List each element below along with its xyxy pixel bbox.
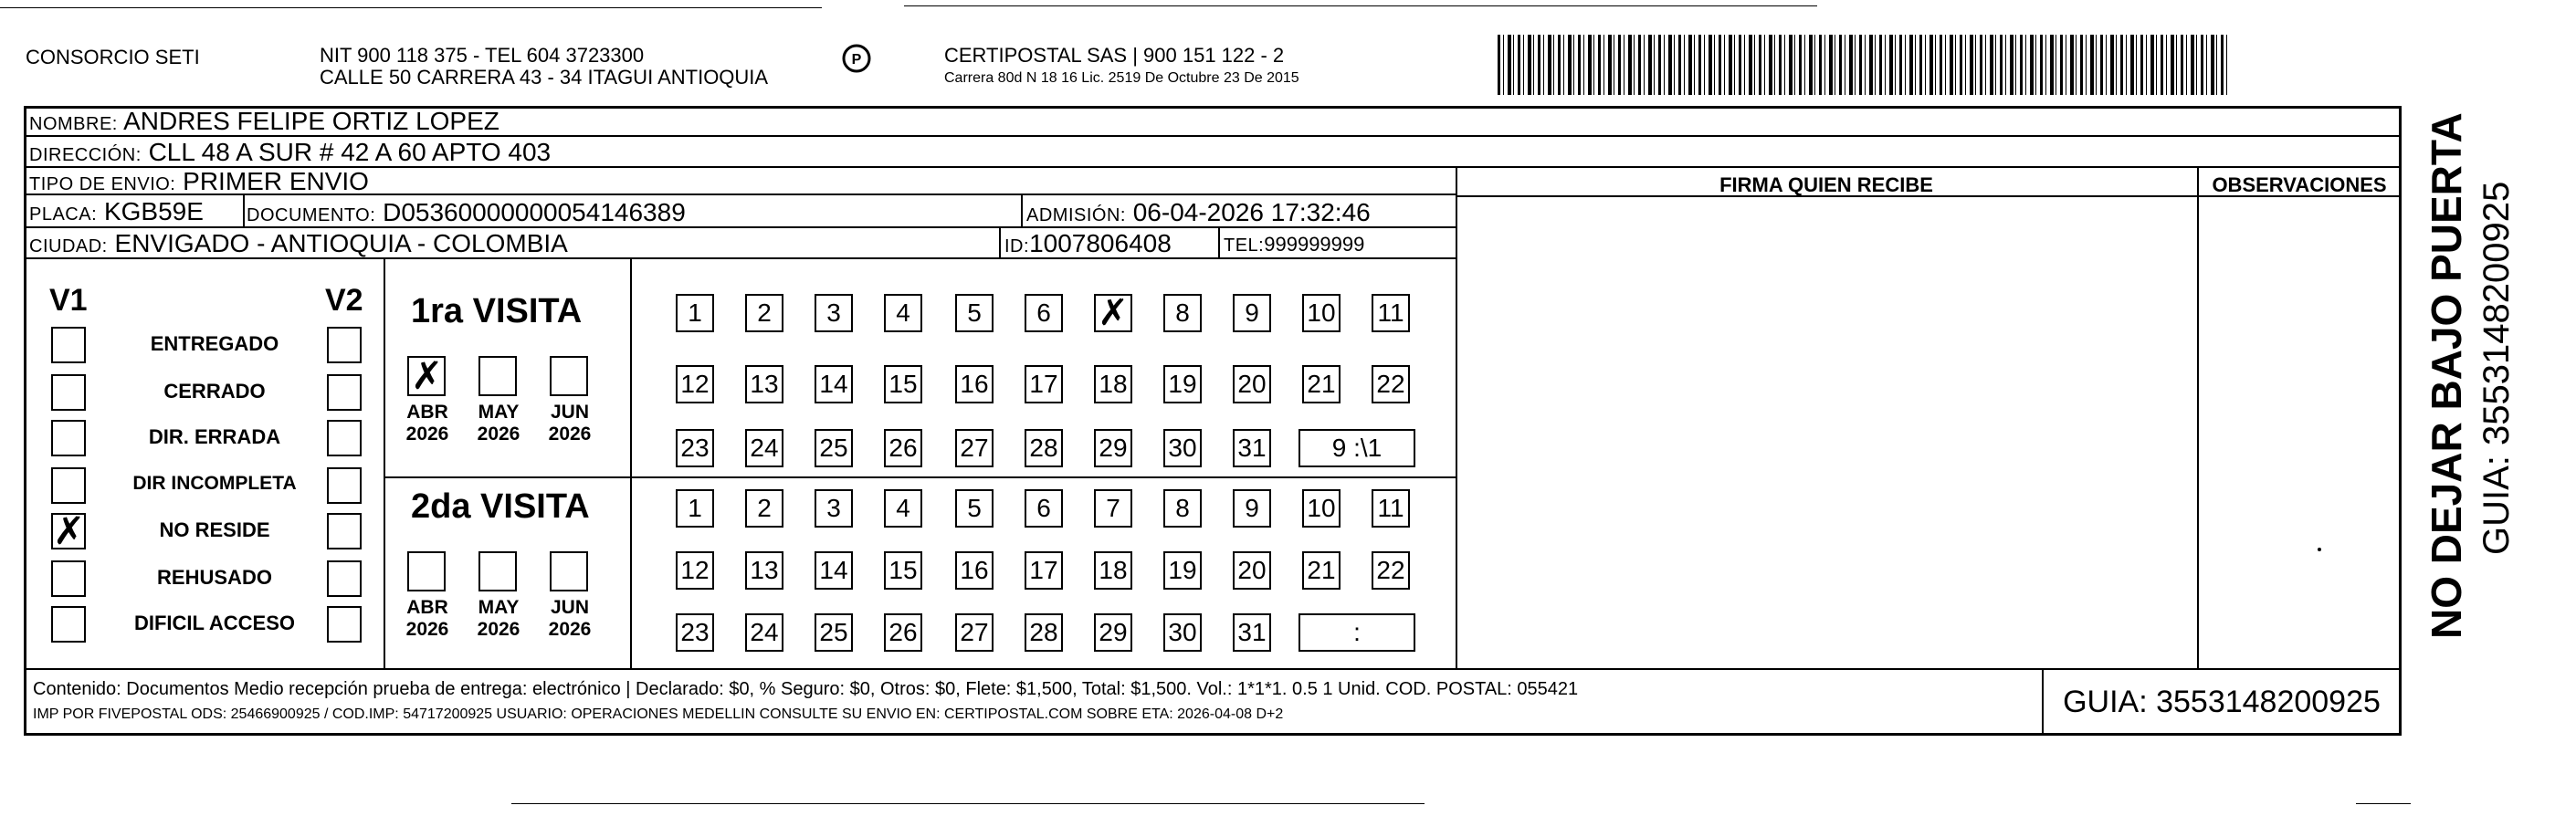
month-label: MAY [478,402,520,423]
month-label: ABR [406,597,448,618]
certipostal-address: Carrera 80d N 18 16 Lic. 2519 De Octubre 23 De 2015 [944,70,1299,86]
second-visit-day-7[interactable]: 7 [1094,489,1132,528]
first-visit-day-16[interactable]: 16 [955,365,994,403]
month-caption [542,402,597,445]
scan-line [0,7,822,8]
scan-line [511,803,1425,804]
first-visit-day-2[interactable]: 2 [745,294,783,332]
v2-checkbox-6[interactable] [327,606,362,643]
second-visit-day-14[interactable]: 14 [815,551,853,590]
second-visit-day-15[interactable]: 15 [884,551,922,590]
first-visit-day-29[interactable]: 29 [1094,429,1132,467]
v1-checkbox-2[interactable] [51,420,86,456]
second-visit-day-20[interactable]: 20 [1233,551,1271,590]
second-visit-day-21[interactable]: 21 [1302,551,1341,590]
year-label: 2026 [477,619,520,640]
admision-label: ADMISIÓN: [1026,205,1126,225]
id-label: ID: [1004,236,1030,256]
first-visit-day-25[interactable]: 25 [815,429,853,467]
tipo-value: PRIMER ENVIO [183,167,369,195]
company-name: CONSORCIO SETI [26,46,200,68]
month-label: JUN [550,402,589,423]
second-visit-month-abr[interactable] [407,551,446,591]
second-visit-day-17[interactable]: 17 [1025,551,1063,590]
month-label: MAY [478,597,520,618]
company-address: CALLE 50 CARRERA 43 - 34 ITAGUI ANTIOQUIA [320,66,769,89]
second-visit-day-23[interactable]: 23 [676,613,714,652]
first-visit-day-7[interactable]: ✗ [1094,294,1132,332]
v1-checkbox-1[interactable] [51,374,86,411]
second-visit-day-25[interactable]: 25 [815,613,853,652]
second-visit-day-30[interactable]: 30 [1163,613,1202,652]
status-option-label: DIFICIL ACCESO [133,612,295,634]
second-visit-day-1[interactable]: 1 [676,489,714,528]
second-visit-month-jun[interactable] [550,551,588,591]
second-visit-time[interactable]: : [1299,613,1415,652]
second-visit-month-may[interactable] [478,551,517,591]
first-visit-day-26[interactable]: 26 [884,429,922,467]
divider [1021,195,1023,228]
year-label: 2026 [548,424,592,445]
side-guia: GUIA: 3553148200925 [2476,181,2517,555]
month-caption [542,597,597,641]
scan-line [2356,803,2411,804]
scan-line [904,5,1817,6]
status-option-label: DIR INCOMPLETA [132,473,297,494]
svg-text:P: P [851,52,862,68]
second-visit-day-9[interactable]: 9 [1233,489,1271,528]
status-option-label: ENTREGADO [150,332,279,355]
second-visit-day-6[interactable]: 6 [1025,489,1063,528]
footer-guia: GUIA: 3553148200925 [2063,685,2381,719]
footer-line2: IMP POR FIVEPOSTAL ODS: 25466900925 / COD.IMP: 54717200925 USUARIO: OPERACIONES MEDELLIN CONSULTE SU ENVIO EN: CERTIPOSTAL.COM SOBRE ETA: 2026-04-08 D+2 [33,706,1284,722]
first-visit-day-13[interactable]: 13 [745,365,783,403]
first-visit-day-19[interactable]: 19 [1163,365,1202,403]
first-visit-day-21[interactable]: 21 [1302,365,1341,403]
first-visit-day-10[interactable]: 10 [1302,294,1341,332]
divider [2197,168,2199,668]
row-tipo [24,168,1456,195]
v2-checkbox-2[interactable] [327,420,362,456]
first-visit-day-3[interactable]: 3 [815,294,853,332]
row-direccion [24,137,2402,168]
firma-label: FIRMA QUIEN RECIBE [1719,173,1933,196]
v1-checkbox-0[interactable] [51,327,86,363]
second-visit-day-2[interactable]: 2 [745,489,783,528]
first-visit-day-17[interactable]: 17 [1025,365,1063,403]
second-visit-day-27[interactable]: 27 [955,613,994,652]
v1-checkbox-5[interactable] [51,560,86,597]
v2-label: V2 [325,283,363,318]
v1-checkbox-6[interactable] [51,606,86,643]
nombre-value: ANDRES FELIPE ORTIZ LOPEZ [123,107,499,135]
v1-label: V1 [49,283,88,318]
second-visit-day-3[interactable]: 3 [815,489,853,528]
month-caption [400,597,455,641]
first-visit-day-12[interactable]: 12 [676,365,714,403]
first-visit-day-1[interactable]: 1 [676,294,714,332]
second-visit-day-13[interactable]: 13 [745,551,783,590]
v1-checkbox-4[interactable] [51,508,86,553]
status-option-label: DIR. ERRADA [148,425,281,448]
tipo-label: TIPO DE ENVIO: [29,174,176,194]
documento-group [247,199,686,229]
check-mark-icon: ✗ [53,508,86,553]
second-visit-day-19[interactable]: 19 [1163,551,1202,590]
divider [24,668,2402,670]
mark-dot [2318,548,2321,551]
first-visit-day-31[interactable]: 31 [1233,429,1271,467]
first-visit-month-abr[interactable] [407,353,446,398]
divider [999,228,1001,259]
first-visit-day-23[interactable]: 23 [676,429,714,467]
v2-checkbox-1[interactable] [327,374,362,411]
month-caption [471,597,526,641]
second-visit-day-11[interactable]: 11 [1372,489,1410,528]
first-visit-day-9[interactable]: 9 [1233,294,1271,332]
second-visit-day-28[interactable]: 28 [1025,613,1063,652]
direccion-label: DIRECCIÓN: [29,145,142,165]
first-visit-day-8[interactable]: 8 [1163,294,1202,332]
first-visit-day-22[interactable]: 22 [1372,365,1410,403]
tel-value: 999999999 [1264,233,1365,256]
first-visit-day-11[interactable]: 11 [1372,294,1410,332]
admision-value: 06-04-2026 17:32:46 [1132,198,1371,226]
status-option-label: REHUSADO [157,566,272,589]
v2-checkbox-3[interactable] [327,467,362,504]
first-visit-day-4[interactable]: 4 [884,294,922,332]
first-visit-day-24[interactable]: 24 [745,429,783,467]
documento-label: DOCUMENTO: [247,205,376,225]
first-visit-day-28[interactable]: 28 [1025,429,1063,467]
ciudad-label: CIUDAD: [29,236,108,256]
tel-label: TEL: [1224,235,1265,256]
second-visit-day-16[interactable]: 16 [955,551,994,590]
first-visit-day-18[interactable]: 18 [1094,365,1132,403]
year-label: 2026 [405,619,449,640]
first-visit-day-15[interactable]: 15 [884,365,922,403]
v2-checkbox-0[interactable] [327,327,362,363]
direccion-value: CLL 48 A SUR # 42 A 60 APTO 403 [148,138,552,166]
first-visit-time[interactable]: 9 :\1 [1299,429,1415,467]
certipostal-name: CERTIPOSTAL SAS | 900 151 122 - 2 [944,44,1285,67]
second-visit-day-24[interactable]: 24 [745,613,783,652]
second-visit-day-18[interactable]: 18 [1094,551,1132,590]
first-visit-day-20[interactable]: 20 [1233,365,1271,403]
first-visit-month-jun[interactable] [550,356,588,396]
status-option-label: NO RESIDE [159,518,270,541]
documento-value: D05360000000054146389 [383,198,686,226]
second-visit-day-29[interactable]: 29 [1094,613,1132,652]
first-visit-day-27[interactable]: 27 [955,429,994,467]
month-caption [400,402,455,445]
divider [630,259,632,668]
id-group [1004,230,1172,260]
no-dejar-text: NO DEJAR BAJO PUERTA [2423,112,2470,639]
placa-label: PLACA: [29,204,98,225]
id-value: 1007806408 [1029,229,1172,257]
month-label: ABR [406,402,448,423]
nombre-label: NOMBRE: [29,114,118,134]
company-nit: NIT 900 118 375 - TEL 604 3723300 [320,44,645,67]
certipostal-logo [838,42,875,78]
divider [384,259,385,668]
year-label: 2026 [405,424,449,445]
placa-value: KGB59E [103,197,204,225]
second-visit-day-22[interactable]: 22 [1372,551,1410,590]
admision-group [1026,199,1371,229]
second-visit-day-12[interactable]: 12 [676,551,714,590]
divider [1456,168,1457,668]
v2-checkbox-5[interactable] [327,560,362,597]
divider [384,476,1456,478]
footer-line1: Contenido: Documentos Medio recepción prueba de entrega: electrónico | Declarado: $0, % Seguro: $0, Otros: $0, Flete: $1,500, Total: $1,500. Vol.: 1*1*1. 0.5 1 Unid. COD. POSTAL: 055421 [33,679,1579,699]
divider [1218,228,1220,259]
tel-group [1224,232,1364,258]
second-visit-day-26[interactable]: 26 [884,613,922,652]
second-visit-day-10[interactable]: 10 [1302,489,1341,528]
row-nombre [24,106,2402,137]
month-label: JUN [550,597,589,618]
first-visit-day-30[interactable]: 30 [1163,429,1202,467]
month-caption [471,402,526,445]
second-visit-title: 2da VISITA [411,487,590,526]
first-visit-day-5[interactable]: 5 [955,294,994,332]
second-visit-day-5[interactable]: 5 [955,489,994,528]
ciudad-value: ENVIGADO - ANTIOQUIA - COLOMBIA [114,229,568,257]
first-visit-title: 1ra VISITA [411,292,583,330]
first-visit-day-14[interactable]: 14 [815,365,853,403]
v1-checkbox-3[interactable] [51,467,86,504]
v2-checkbox-4[interactable] [327,513,362,549]
second-visit-day-4[interactable]: 4 [884,489,922,528]
second-visit-day-8[interactable]: 8 [1163,489,1202,528]
first-visit-day-6[interactable]: 6 [1025,294,1063,332]
observaciones-label: OBSERVACIONES [2212,173,2387,196]
second-visit-day-31[interactable]: 31 [1233,613,1271,652]
year-label: 2026 [477,424,520,445]
status-option-label: CERRADO [163,380,266,403]
divider [243,195,245,228]
first-visit-month-may[interactable] [478,356,517,396]
barcode [1498,35,2228,95]
year-label: 2026 [548,619,592,640]
check-mark-icon: ✗ [411,353,444,398]
